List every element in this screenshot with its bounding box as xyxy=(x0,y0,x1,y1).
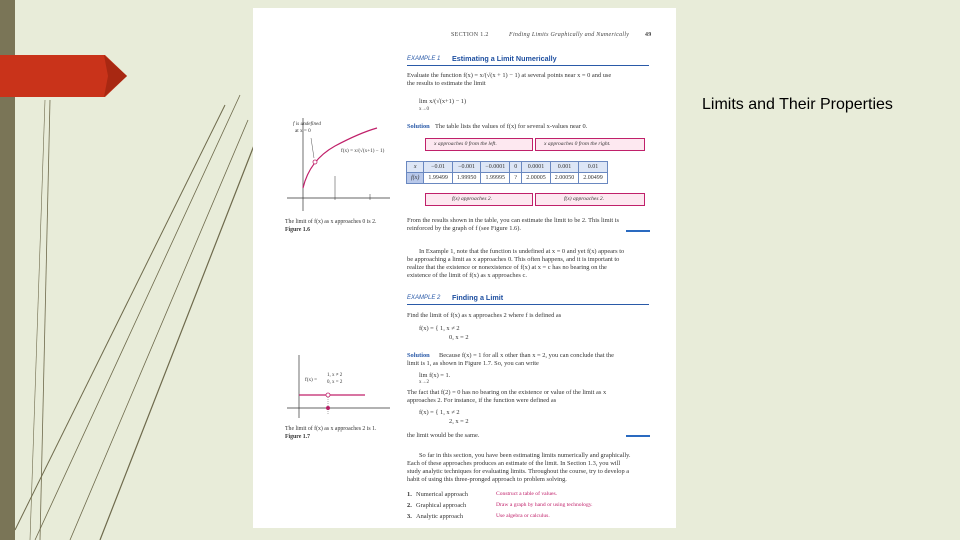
example1-conclusion-line1: From the results shown in the table, you can estimate the limit to be 2. This limit is xyxy=(407,217,619,224)
textbook-page xyxy=(253,8,676,528)
bar-left-bottom: f(x) approaches 2. xyxy=(425,193,533,206)
approach-3-name: Analytic approach xyxy=(416,513,464,520)
example2-fact-line1: The fact that f(2) = 0 has no bearing on the existence or value of the limit as x xyxy=(407,389,607,396)
red-arrow-banner xyxy=(0,55,130,97)
example1-solution-label: Solution xyxy=(407,123,430,130)
example1-rule xyxy=(407,65,649,66)
closing-line1: So far in this section, you have been estimating limits numerically and graphically. xyxy=(419,452,631,459)
example2-solution-line1: Because f(x) = 1 for all x other than x = 2, you can conclude that the xyxy=(439,352,614,359)
example1-intro-line2: the results to estimate the limit xyxy=(407,80,486,87)
example1-limit-sub: x→0 xyxy=(419,107,429,112)
graph2-func-2: 0, x = 2 xyxy=(327,380,343,385)
example1-end-marker xyxy=(626,230,650,232)
table-row-x: x −0.01 −0.001 −0.0001 0 0.0001 0.001 0.01 xyxy=(407,162,608,173)
discussion-line1: In Example 1, note that the function is undefined at x = 0 and yet f(x) appears to xyxy=(419,248,625,255)
example2-solution-line2: limit is 1, as shown in Figure 1.7. So, you can write xyxy=(407,360,539,367)
bar-right-top: x approaches 0 from the right. xyxy=(535,138,645,151)
example2-alt-def: f(x) = { 1, x ≠ 2 xyxy=(419,409,460,416)
page-number: 49 xyxy=(645,32,652,38)
graph2-func-name: f(x) = xyxy=(305,377,317,383)
page-header-section: SECTION 1.2 xyxy=(451,32,489,38)
example2-limit-result: lim f(x) = 1. xyxy=(419,372,451,379)
approach-3-desc: Use algebra or calculus. xyxy=(496,513,550,519)
approach-2-desc: Draw a graph by hand or using technology. xyxy=(496,502,593,508)
example1-intro-line1: Evaluate the function f(x) = x/(√(x + 1) − 1) at several points near x = 0 and use xyxy=(407,72,612,79)
example2-alt-def-2: 2, x = 2 xyxy=(449,418,469,425)
values-table xyxy=(406,161,608,184)
example1-title: Estimating a Limit Numerically xyxy=(452,54,557,63)
graph-label-undefined-2: at x = 0 xyxy=(295,128,311,134)
example2-solution-label: Solution xyxy=(407,352,430,359)
example2-title: Finding a Limit xyxy=(452,293,504,302)
example2-label: EXAMPLE 2 xyxy=(407,295,441,301)
example1-limit-expr: lim x/(√(x+1) − 1) xyxy=(419,98,467,105)
figure-1-7-caption: The limit of f(x) as x approaches 2 is 1. xyxy=(285,426,377,432)
example1-solution-text: The table lists the values of f(x) for several x-values near 0. xyxy=(435,123,588,130)
example2-piece-def-2: 0, x = 2 xyxy=(449,334,469,341)
discussion-line4: existence of the limit of f(x) as x approaches c. xyxy=(407,272,527,279)
page-header-topic: Finding Limits Graphically and Numerically xyxy=(509,32,630,38)
example2-piece-def: f(x) = { 1, x ≠ 2 xyxy=(419,325,460,332)
example2-limit-sub: x→2 xyxy=(419,380,429,385)
example2-end-line: the limit would be the same. xyxy=(407,432,480,439)
example2-fact-line2: approaches 2. For instance, if the function were defined as xyxy=(407,397,557,404)
figure-1-6-caption: The limit of f(x) as x approaches 0 is 2. xyxy=(285,219,377,225)
example2-intro: Find the limit of f(x) as x approaches 2 where f is defined as xyxy=(407,312,562,319)
discussion-line2: be approaching a limit as x approaches 0. This often happens, and it is important to xyxy=(407,256,620,263)
approach-1-name: Numerical approach xyxy=(416,491,468,498)
graph2-func-1: 1, x ≠ 2 xyxy=(327,373,343,378)
approach-3-num: 3. xyxy=(407,513,412,520)
figure-1-6-number: Figure 1.6 xyxy=(285,227,311,233)
approach-1-desc: Construct a table of values. xyxy=(496,491,558,497)
approach-2-num: 2. xyxy=(407,502,412,509)
closing-line2: Each of these approaches produces an estimate of the limit. In Section 1.3, you will xyxy=(407,460,621,467)
graph-func-label: f(x) = x/(√(x+1) − 1) xyxy=(341,148,385,154)
example2-end-marker xyxy=(626,435,650,437)
approach-2-name: Graphical approach xyxy=(416,502,467,509)
slide-title: Limits and Their Properties xyxy=(702,96,893,113)
figure-1-7-number: Figure 1.7 xyxy=(285,434,311,440)
table-row-fx: f(x) 1.99499 1.99950 1.99995 ? 2.00005 2.00050 2.00499 xyxy=(407,173,608,184)
example1-conclusion-line2: reinforced by the graph of f (see Figure 1.6). xyxy=(407,225,521,232)
example2-rule xyxy=(407,304,649,305)
closing-line3: study analytic techniques for evaluating limits. Throughout the course, try to develop a xyxy=(407,468,630,475)
graph-label-undefined: f is undefined xyxy=(293,121,321,127)
figure-1-7-graph xyxy=(285,353,395,423)
bar-left-top: x approaches 0 from the left. xyxy=(425,138,533,151)
approach-1-num: 1. xyxy=(407,491,412,498)
discussion-line3: realize that the existence or nonexistence of f(x) at x = c has no bearing on the xyxy=(407,264,607,271)
bar-right-bottom: f(x) approaches 2. xyxy=(535,193,645,206)
example1-label: EXAMPLE 1 xyxy=(407,56,441,62)
closing-line4: habit of using this three-pronged approach to problem solving. xyxy=(407,476,567,483)
